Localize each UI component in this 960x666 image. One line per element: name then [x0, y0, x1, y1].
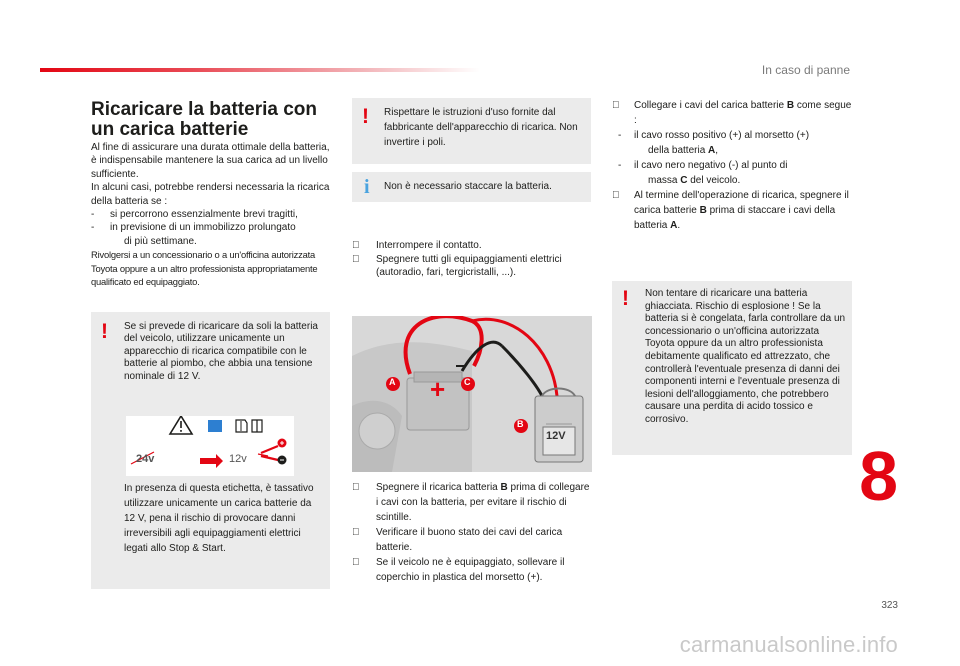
header-accent-bar: [40, 68, 480, 72]
warning-text: Se si prevede di ricaricare da soli la batteria del veicolo, utilizzare unicamente un apparecchio di ricarica compatibile con le batterie al piombo, che abbia una tensione nominale di 12 V.: [124, 321, 318, 382]
warning-icon: !: [362, 105, 369, 128]
steps-list-1: [352, 239, 592, 280]
list-item: - il cavo nero negativo (-) al punto di massa C del veicolo.: [618, 160, 788, 186]
label-24v: 24v: [136, 453, 155, 465]
label-b: B: [517, 419, 524, 429]
list-item: - si percorrono essenzialmente brevi tragitti,: [91, 208, 336, 221]
svg-text:+: +: [430, 374, 446, 404]
steps-list-2: [352, 480, 594, 585]
list-item: Spegnere tutti gli equipaggiamenti elettrici (autoradio, fari, tergicristalli, ...).: [376, 253, 562, 278]
polarity-warning-box: [352, 98, 591, 164]
label-c: C: [464, 377, 471, 387]
list-item: Al termine dell'operazione di ricarica, spegnere il carica batterie B prima di staccare i cavi della batteria A.: [634, 190, 849, 231]
page-title: Ricaricare la batteria con un carica batterie: [91, 99, 317, 140]
label-explanation: In presenza di questa etichetta, è tassativo utilizzare unicamente un carica batterie da 12 V, pena il rischio di provocare danni irreversibili agli equipaggiamenti elettrici legati allo Stop & Start.: [124, 483, 314, 554]
list-item: Collegare i cavi del carica batterie B come segue :: [634, 100, 852, 126]
label-12v: 12v: [229, 453, 247, 465]
intro-paragraph-2: In alcuni casi, potrebbe rendersi necessaria la ricarica della batteria se :: [91, 182, 330, 207]
page-number: 323: [881, 600, 898, 611]
warning-text: Non tentare di ricaricare una batteria ghiacciata. Rischio di esplosione ! Se la batteria si è congelata, farla controllare da un concessionario o un'officina autorizzata Toyota oppure da un altro professionista debitamente qualificato ed attrezzato, che controllerà l'eventuale presenza di danni dei componenti interni e l'eventuale presenza di lesioni dell'alloggiamento, che potrebbero causare una perdita di acido tossico e corrosivo.: [645, 288, 846, 425]
intro-paragraph: Al fine di assicurare una durata ottimale della batteria, è indispensabile mantenere la sua carica ad un livello sufficiente.: [91, 142, 330, 180]
engine-bay-drawing: [352, 316, 592, 472]
label-illustration: [126, 416, 294, 476]
list-item: Interrompere il contatto.: [376, 240, 482, 251]
battery-charging-illustration: [352, 316, 592, 472]
list-item: - il cavo rosso positivo (+) al morsetto (+) della batteria A,: [618, 130, 810, 156]
warning-icon: !: [622, 287, 629, 310]
frozen-battery-warning-box: [612, 281, 852, 455]
list-item: Spegnere il ricarica batteria B prima di collegare i cavi con la batteria, per evitare il rischio di scintille.: [376, 482, 590, 523]
charger-label: 12V: [546, 430, 566, 442]
info-text: Non è necessario staccare la batteria.: [384, 181, 552, 192]
connect-instructions: [612, 98, 852, 233]
warning-text: Rispettare le istruzioni d'uso fornite dal fabbricante dell'apparecchio di ricarica. Non invertire i poli.: [384, 107, 578, 148]
conditions-list: [91, 208, 336, 248]
list-item: - in previsione di un immobilizzo prolungato di più settimane.: [91, 221, 336, 248]
section-title: In caso di panne: [761, 63, 850, 77]
dealer-paragraph: Rivolgersi a un concessionario o a un'officina autorizzata Toyota oppure a un altro professionista appropriatamente qualificato ed equipaggiato.: [91, 249, 318, 288]
list-item: Se il veicolo ne è equipaggiato, sollevare il coperchio in plastica del morsetto (+).: [376, 557, 565, 583]
info-icon: i: [364, 176, 370, 198]
label-a: A: [389, 377, 396, 387]
voltage-label-figure: [126, 416, 294, 476]
list-item: Verificare il buono stato dei cavi del carica batterie.: [376, 527, 563, 553]
watermark: carmanualsonline.info: [679, 632, 898, 657]
info-box: [352, 172, 591, 202]
intro-block: [91, 141, 336, 288]
chapter-number: 8: [859, 437, 898, 515]
warning-icon: !: [101, 320, 108, 343]
charger-warning-box: [91, 312, 330, 589]
